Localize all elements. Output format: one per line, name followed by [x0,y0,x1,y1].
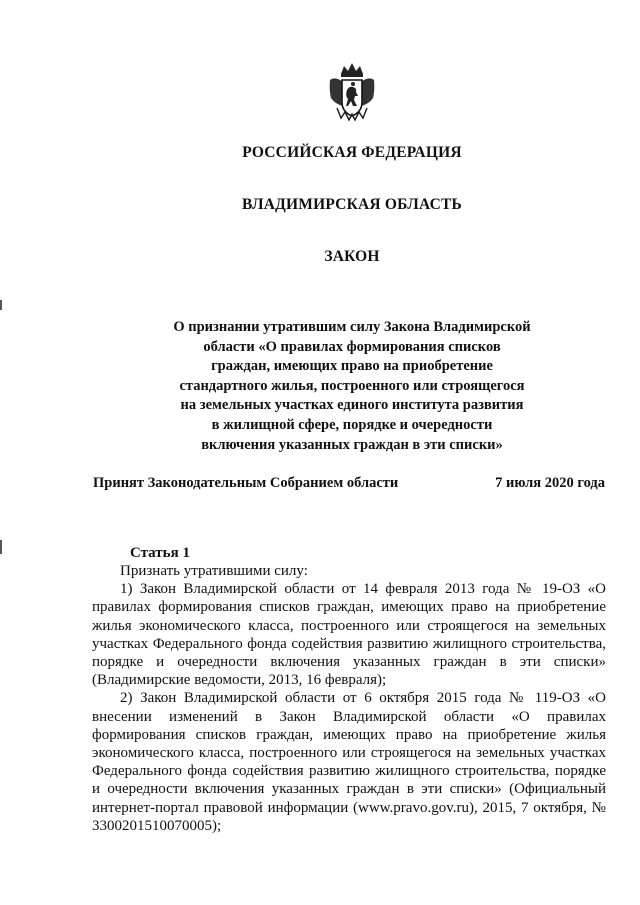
title-line: стандартного жилья, построенного или строящегося [179,377,525,394]
title-line: включения указанных граждан в эти списки» [201,436,503,453]
article-heading: Статья 1 [130,545,190,561]
law-title [140,318,564,455]
title-line: граждан, имеющих право на приобретение [211,358,493,375]
article-item: 1) Закон Владимирской области от 14 февраля 2013 года № 19-ОЗ «О правилах формирования списков граждан, имеющих право на приобретение жилья экономического класса, построенного или строящегося на земельных участках Федерального фонда содействия развитию жилищного строительства, порядке и очередности включения указанных граждан в эти списки» (Владимирские ведомости, 2013, 16 февраля); [92,581,606,689]
title-line: области «О правилах формирования списков [203,338,501,355]
article-item: 2) Закон Владимирской области от 6 октября 2015 года № 119-ОЗ «О внесении изменений в Закон Владимирской области «О правилах формирования списков граждан, имеющих право на приобретение жилья экономического класса, построенного или строящегося на земельных участках Федерального фонда содействия развитию жилищного строительства, порядке и очередности включения указанных граждан в эти списки» (Официальный интернет-портал правовой информации (www.pravo.gov.ru), 2015, 7 октября, № 3300201510070005); [92,690,606,834]
region-heading: ВЛАДИМИРСКАЯ ОБЛАСТЬ [242,196,462,213]
scan-edge-mark [0,540,2,554]
title-line: на земельных участках единого института развития [180,397,524,414]
scan-edge-mark [0,300,2,310]
article-body [92,562,606,835]
document-type-heading: ЗАКОН [324,248,380,265]
adoption-date: 7 июля 2020 года [495,475,605,491]
coat-of-arms-emblem [327,60,377,126]
country-heading: РОССИЙСКАЯ ФЕДЕРАЦИЯ [242,144,462,161]
adopted-by-text: Принят Законодательным Собранием области [93,475,399,491]
article-intro: Признать утратившими силу: [120,563,308,579]
title-line: О признании утратившим силу Закона Владимирской [173,319,531,335]
title-line: в жилищной сфере, порядке и очередности [211,416,493,433]
